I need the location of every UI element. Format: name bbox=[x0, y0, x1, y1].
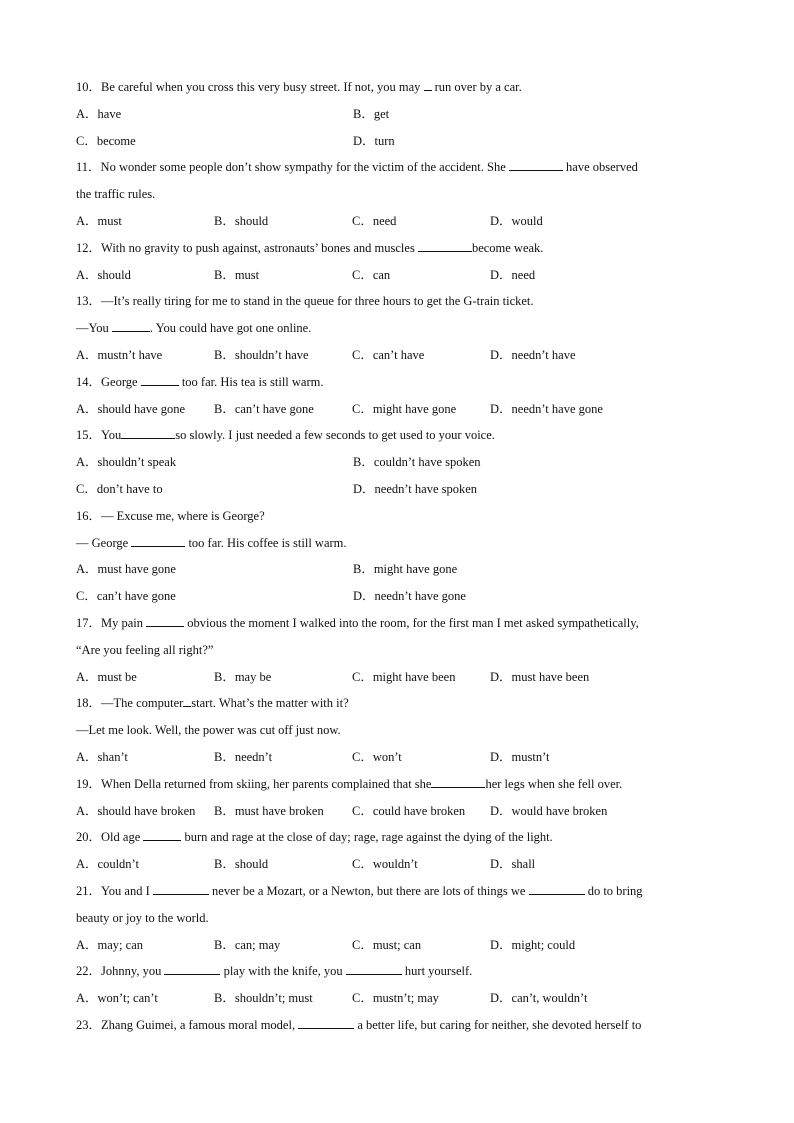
answer-option[interactable]: D．needn’t have spoken bbox=[353, 481, 478, 496]
question-number: 18． bbox=[76, 696, 102, 711]
question-text: burn and rage at the close of day; rage, rage against the dying of the light. bbox=[181, 830, 553, 845]
answer-option[interactable]: B．might have gone bbox=[353, 562, 458, 577]
question-text: do to bring bbox=[584, 883, 643, 898]
answer-blank bbox=[146, 612, 184, 627]
question-number: 16． bbox=[76, 508, 102, 523]
question-number: 14． bbox=[76, 374, 102, 389]
question-text: — Excuse me, where is George? bbox=[101, 508, 265, 523]
question-stem bbox=[76, 154, 716, 181]
question-list bbox=[76, 74, 716, 1039]
answer-option[interactable]: B．should bbox=[214, 213, 269, 228]
answer-blank bbox=[298, 1014, 354, 1029]
answer-blank bbox=[121, 424, 175, 439]
question-number: 19． bbox=[76, 776, 102, 791]
answer-option[interactable]: B．shouldn’t have bbox=[214, 347, 309, 362]
answer-blank bbox=[424, 76, 432, 91]
answer-blank bbox=[164, 960, 220, 975]
dialog-reply bbox=[76, 530, 716, 557]
answer-option[interactable]: C．might have gone bbox=[352, 401, 457, 416]
question-text: never be a Mozart, or a Newton, but there are lots of things we bbox=[208, 883, 529, 898]
answer-option[interactable]: D．need bbox=[490, 267, 536, 282]
answer-option[interactable]: C．can bbox=[352, 267, 391, 282]
question-text: —Let me look. Well, the power was cut off just now. bbox=[76, 723, 341, 738]
answer-option[interactable]: A．must bbox=[76, 213, 122, 228]
question-stem bbox=[76, 74, 716, 101]
answer-option[interactable]: D．might; could bbox=[490, 937, 576, 952]
question-number: 17． bbox=[76, 615, 102, 630]
answer-blank bbox=[529, 880, 585, 895]
question-text: —It’s really tiring for me to stand in the queue for three hours to get the G-train ticket. bbox=[101, 294, 534, 309]
answer-option[interactable]: D．can’t, wouldn’t bbox=[490, 991, 588, 1006]
options-row bbox=[76, 556, 716, 583]
question-text: With no gravity to push against, astronauts’ bones and muscles bbox=[101, 240, 418, 255]
options-row bbox=[76, 262, 716, 289]
question-stem-continued: the traffic rules. bbox=[76, 187, 156, 202]
question-text: . You could have got one online. bbox=[149, 321, 312, 336]
question-number: 13． bbox=[76, 294, 102, 309]
options-row bbox=[76, 985, 716, 1012]
answer-option[interactable]: C．won’t bbox=[352, 749, 402, 764]
question-stem bbox=[76, 824, 716, 851]
answer-option[interactable]: C．might have been bbox=[352, 669, 456, 684]
question-stem bbox=[76, 610, 716, 637]
question-text: When Della returned from skiing, her parents complained that she bbox=[101, 776, 432, 791]
answer-option[interactable]: A．should have gone bbox=[76, 401, 186, 416]
answer-option[interactable]: C．must; can bbox=[352, 937, 422, 952]
question-text: —You bbox=[76, 321, 112, 336]
options-row bbox=[76, 101, 716, 128]
question-text: so slowly. I just needed a few seconds to get used to your voice. bbox=[175, 428, 495, 443]
dialog-reply bbox=[76, 315, 716, 342]
question-stem bbox=[76, 235, 716, 262]
answer-option[interactable]: D．would bbox=[490, 213, 543, 228]
question-number: 10． bbox=[76, 80, 102, 94]
answer-option[interactable]: D．would have broken bbox=[490, 803, 608, 818]
answer-blank bbox=[143, 826, 181, 841]
question-number: 12． bbox=[76, 240, 102, 255]
answer-blank bbox=[509, 156, 563, 171]
answer-option[interactable]: A．mustn’t have bbox=[76, 347, 163, 362]
answer-blank bbox=[418, 237, 472, 252]
question-text: George bbox=[101, 374, 141, 389]
answer-blank bbox=[141, 371, 179, 386]
question-text: — George bbox=[76, 535, 132, 550]
options-row bbox=[76, 583, 716, 610]
question-number: 22． bbox=[76, 964, 102, 979]
question-text: too far. His tea is still warm. bbox=[178, 374, 324, 389]
options-row bbox=[76, 664, 716, 691]
answer-option[interactable]: C．could have broken bbox=[352, 803, 466, 818]
options-row bbox=[76, 128, 716, 155]
answer-option[interactable]: D．mustn’t bbox=[490, 749, 550, 764]
answer-option[interactable]: C．mustn’t; may bbox=[352, 991, 439, 1006]
question-stem-continued: beauty or joy to the world. bbox=[76, 910, 209, 925]
options-row bbox=[76, 396, 716, 423]
question-stem bbox=[76, 771, 716, 798]
question-text: Johnny, you bbox=[101, 964, 165, 979]
question-text: You and I bbox=[101, 883, 153, 898]
question-text: run over by a car. bbox=[431, 80, 522, 94]
answer-option[interactable]: C．can’t have gone bbox=[76, 589, 176, 604]
question-text: too far. His coffee is still warm. bbox=[185, 535, 347, 550]
question-text: start. What’s the matter with it? bbox=[191, 696, 349, 711]
answer-option[interactable]: A．must be bbox=[76, 669, 137, 684]
answer-option[interactable]: B．shouldn’t; must bbox=[214, 991, 313, 1006]
answer-option[interactable]: D．turn bbox=[353, 133, 395, 148]
question-text: Old age bbox=[101, 830, 144, 845]
question-number: 21． bbox=[76, 883, 102, 898]
question-text: Zhang Guimei, a famous moral model, bbox=[101, 1017, 299, 1032]
answer-blank bbox=[153, 880, 209, 895]
answer-option[interactable]: A．should have broken bbox=[76, 803, 196, 818]
options-row bbox=[76, 208, 716, 235]
answer-option[interactable]: C．become bbox=[76, 133, 136, 148]
answer-option[interactable]: A．have bbox=[76, 106, 122, 121]
question-stem bbox=[76, 958, 716, 985]
options-row bbox=[76, 798, 716, 825]
answer-option[interactable]: A．may; can bbox=[76, 937, 143, 952]
answer-option[interactable]: D．shall bbox=[490, 857, 536, 872]
question-number: 23． bbox=[76, 1017, 102, 1032]
question-text: My pain bbox=[101, 615, 147, 630]
answer-option[interactable]: B．get bbox=[353, 106, 390, 121]
question-number: 20． bbox=[76, 830, 102, 845]
answer-option[interactable]: A．should bbox=[76, 267, 131, 282]
options-row bbox=[76, 744, 716, 771]
question-text: have observed bbox=[562, 160, 638, 175]
options-row bbox=[76, 476, 716, 503]
answer-option[interactable]: D．must have been bbox=[490, 669, 590, 684]
answer-option[interactable]: C．need bbox=[352, 213, 397, 228]
question-stem bbox=[76, 1012, 716, 1039]
answer-blank bbox=[131, 532, 185, 547]
question-text: a better life, but caring for neither, she devoted herself to bbox=[354, 1017, 642, 1032]
question-number: 15． bbox=[76, 428, 102, 443]
question-text: Be careful when you cross this very busy street. If not, you may bbox=[101, 80, 424, 94]
question-text: —The computer bbox=[101, 696, 184, 711]
question-stem bbox=[76, 690, 716, 717]
question-text: No wonder some people don’t show sympathy for the victim of the accident. She bbox=[100, 160, 509, 175]
answer-option[interactable]: B．can’t have gone bbox=[214, 401, 314, 416]
answer-option[interactable]: A．won’t; can’t bbox=[76, 991, 158, 1006]
answer-option[interactable]: D．needn’t have gone bbox=[353, 589, 466, 604]
question-stem bbox=[76, 369, 716, 396]
question-text: You bbox=[101, 428, 122, 443]
question-text: play with the knife, you bbox=[220, 964, 346, 979]
answer-option[interactable]: B．can; may bbox=[214, 937, 281, 952]
answer-blank bbox=[112, 317, 150, 332]
question-number: 11． bbox=[76, 160, 101, 175]
options-row bbox=[76, 342, 716, 369]
answer-option[interactable]: B．must have broken bbox=[214, 803, 324, 818]
question-text: her legs when she fell over. bbox=[485, 776, 623, 791]
question-stem-continued: “Are you feeling all right?” bbox=[76, 642, 214, 657]
answer-option[interactable]: C．don’t have to bbox=[76, 481, 163, 496]
question-text: become weak. bbox=[471, 240, 544, 255]
answer-option[interactable]: B．should bbox=[214, 857, 269, 872]
question-text: hurt yourself. bbox=[401, 964, 473, 979]
question-stem bbox=[76, 422, 716, 449]
answer-option[interactable]: B．may be bbox=[214, 669, 272, 684]
options-row bbox=[76, 932, 716, 959]
answer-option[interactable]: A．shan’t bbox=[76, 749, 128, 764]
question-stem bbox=[76, 288, 716, 315]
options-row bbox=[76, 851, 716, 878]
answer-option[interactable]: B．couldn’t have spoken bbox=[353, 455, 481, 470]
answer-blank bbox=[346, 960, 402, 975]
answer-option[interactable]: A．shouldn’t speak bbox=[76, 455, 177, 470]
answer-option[interactable]: B．needn’t bbox=[214, 749, 273, 764]
answer-option[interactable]: B．must bbox=[214, 267, 260, 282]
answer-option[interactable]: C．can’t have bbox=[352, 347, 425, 362]
dialog-reply bbox=[76, 717, 716, 744]
answer-option[interactable]: A．couldn’t bbox=[76, 857, 139, 872]
answer-option[interactable]: D．needn’t have gone bbox=[490, 401, 603, 416]
answer-option[interactable]: C．wouldn’t bbox=[352, 857, 418, 872]
answer-option[interactable]: A．must have gone bbox=[76, 562, 176, 577]
answer-blank bbox=[431, 773, 485, 788]
question-stem bbox=[76, 878, 716, 905]
question-text: obvious the moment I walked into the room, for the first man I met asked sympathetically, bbox=[184, 615, 639, 630]
question-stem bbox=[76, 503, 716, 530]
answer-option[interactable]: D．needn’t have bbox=[490, 347, 576, 362]
options-row bbox=[76, 449, 716, 476]
